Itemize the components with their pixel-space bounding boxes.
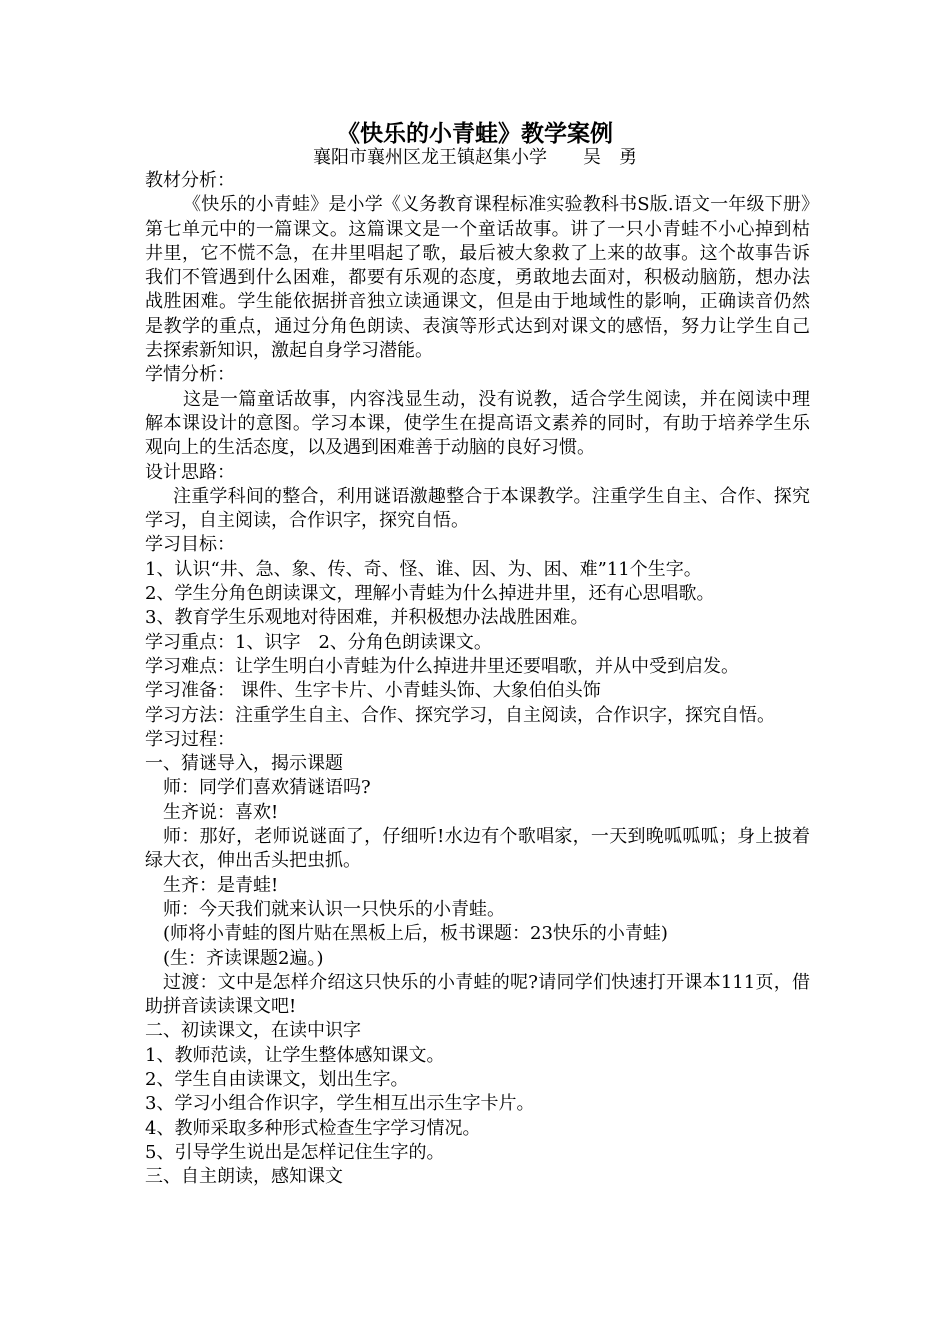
dialogue-line: 师：今天我们就来认识一只快乐的小青蛙。 <box>163 898 505 920</box>
section-heading: 教材分析： <box>145 170 235 191</box>
list-item: 1、教师范读，让学生整体感知课文。 <box>145 1044 445 1066</box>
dialogue-line: 过渡：文中是怎样介绍这只快乐的小青蛙的呢?请同学们快速打开课本111页，借助拼音读读课文吧! <box>145 971 810 1018</box>
section-heading: 二、初读课文，在读中识字 <box>145 1020 361 1042</box>
document-body <box>145 169 810 1189</box>
dialogue-line: (生：齐读课题2遍。) <box>163 947 324 969</box>
section-heading: 学情分析： <box>145 364 235 386</box>
section-heading: 学习目标： <box>145 534 235 556</box>
paragraph: 学习重点：1、识字 2、分角色朗读课文。 <box>145 631 492 653</box>
paragraph: 学习难点：让学生明白小青蛙为什么掉进井里还要唱歌，并从中受到启发。 <box>145 655 739 677</box>
document-title: 《快乐的小青蛙》教学案例 <box>337 121 613 147</box>
dialogue-line: 师：那好，老师说谜面了，仔细听!水边有个歌唱家，一天到晚呱呱呱；身上披着绿大衣，伸出舌头把虫抓。 <box>145 826 810 872</box>
section-heading: 学习过程： <box>145 728 235 750</box>
list-item: 1、认识“井、急、象、传、奇、怪、谁、因、为、困、难”11个生字。 <box>145 558 702 580</box>
dialogue-line: 生齐说：喜欢! <box>163 801 279 823</box>
section-heading: 一、猜谜导入，揭示课题 <box>145 753 343 775</box>
dialogue-line: 师：同学们喜欢猜谜语吗? <box>163 777 371 799</box>
paragraph: 《快乐的小青蛙》是小学《义务教育课程标准实验教科书S版.语文一年级下册》第七单元中的一篇课文。这篇课文是一个童话故事。讲了一只小青蛙不小心掉到枯井里，它不慌不急，在井里唱起了歌，最后被大象救了上来的故事。这个故事告诉我们不管遇到什么困难，都要有乐观的态度，勇敢地去面对，积极动脑筋，想办法战胜困难。学生能依据拼音独立读通课文，但是由于地域性的影响，正确读音仍然是教学的重点，通过分角色朗读、表演等形式达到对课文的感悟，努力让学生自己去探索新知识，激起自身学习潜能。 <box>145 194 810 362</box>
dialogue-line: 生齐：是青蛙! <box>163 874 279 896</box>
paragraph: 学习准备： 课件、生字卡片、小青蛙头饰、大象伯伯头饰 <box>145 680 601 702</box>
list-item: 2、学生自由读课文，划出生字。 <box>145 1068 409 1090</box>
list-item: 5、引导学生说出是怎样记住生字的。 <box>145 1141 445 1163</box>
paragraph: 这是一篇童话故事，内容浅显生动，没有说教，适合学生阅读，并在阅读中理解本课设计的意图。学习本课，使学生在提高语文素养的同时，有助于培养学生乐观向上的生活态度，以及遇到困难善于动脑的良好习惯。 <box>145 388 810 459</box>
document-author: 襄阳市襄州区龙王镇赵集小学 吴 勇 <box>313 147 637 168</box>
paragraph: 学习方法：注重学生自主、合作、探究学习，自主阅读，合作识字，探究自悟。 <box>145 704 775 726</box>
dialogue-line: (师将小青蛙的图片贴在黑板上后，板书课题：23快乐的小青蛙) <box>163 923 668 945</box>
section-heading: 设计思路： <box>145 461 235 483</box>
section-heading: 三、自主朗读，感知课文 <box>145 1166 343 1188</box>
paragraph: 注重学科间的整合，利用谜语激趣整合于本课教学。注重学生自主、合作、探究学习，自主阅读，合作识字，探究自悟。 <box>145 485 810 532</box>
list-item: 4、教师采取多种形式检查生字学习情况。 <box>145 1117 481 1139</box>
list-item: 3、教育学生乐观地对待困难，并积极想办法战胜困难。 <box>145 607 589 629</box>
list-item: 2、学生分角色朗读课文，理解小青蛙为什么掉进井里，还有心思唱歌。 <box>145 583 715 605</box>
list-item: 3、学习小组合作识字，学生相互出示生字卡片。 <box>145 1093 535 1115</box>
